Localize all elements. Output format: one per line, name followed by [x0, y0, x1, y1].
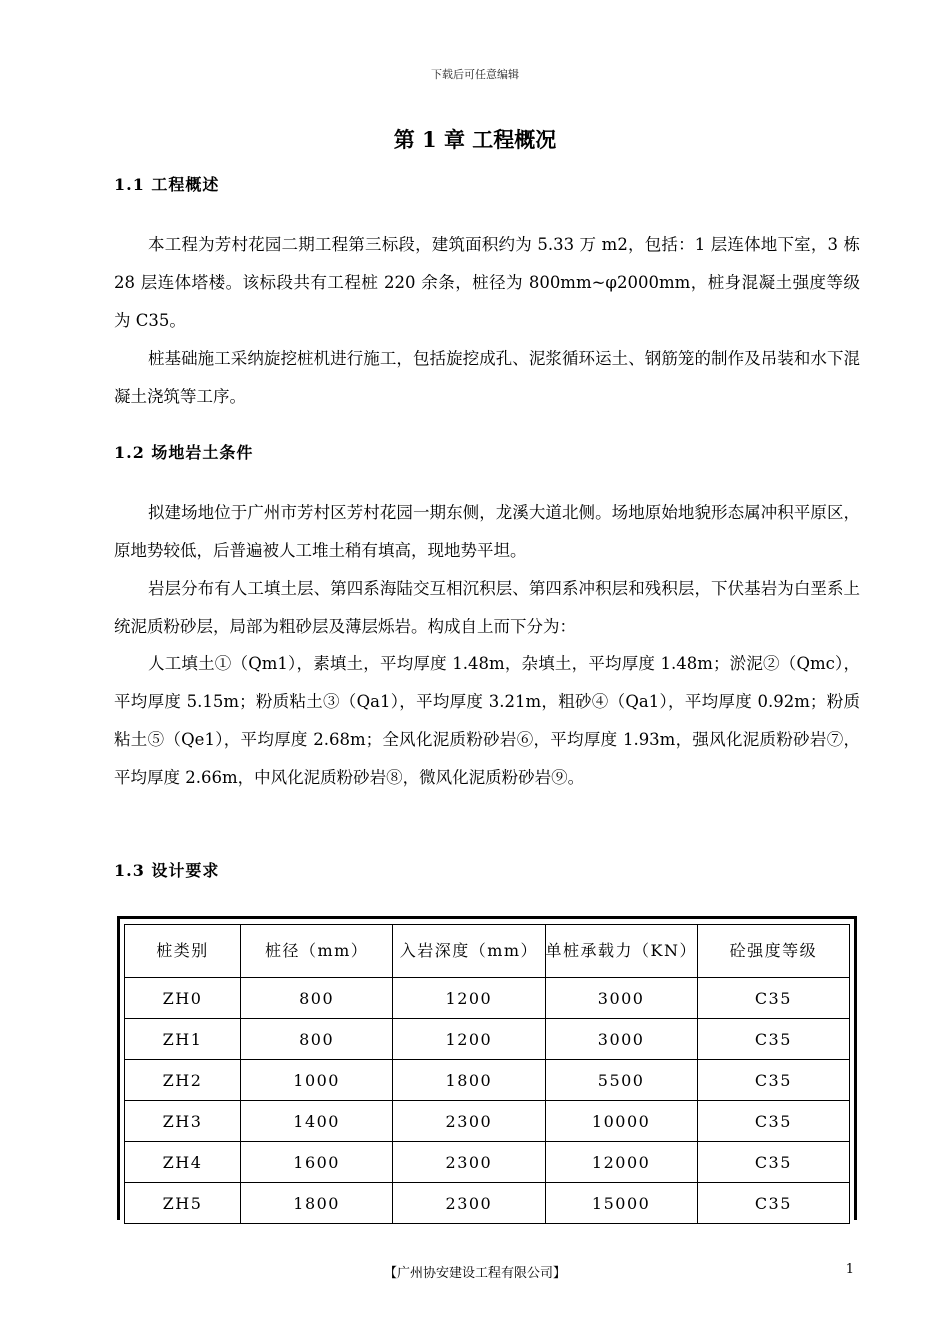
pile-spec-table — [124, 924, 850, 1224]
table-cell: 12000 — [545, 1142, 697, 1183]
table-cell: ZH5 — [125, 1183, 241, 1224]
section-heading-1-3: 1.3 设计要求 — [114, 861, 220, 880]
table-row — [125, 1101, 850, 1142]
table-cell: 2300 — [393, 1183, 545, 1224]
footer-company: 【广州协安建设工程有限公司】 — [383, 1266, 566, 1281]
paragraph-site-location: 拟建场地位于广州市芳村区芳村花园一期东侧，龙溪大道北侧。场地原始地貌形态属冲积平原区，原地势较低，后普遍被人工堆土稍有填高，现地势平坦。 — [114, 503, 860, 560]
table-row — [125, 1060, 850, 1101]
paragraph-strata: 岩层分布有人工填土层、第四系海陆交互相沉积层、第四系冲积层和残积层，下伏基岩为白垩系上统泥质粉砂层，局部为粗砂层及薄层烁岩。构成自上而下分为： — [114, 579, 860, 636]
table-cell: 1200 — [393, 1019, 545, 1060]
paragraph-overview: 本工程为芳村花园二期工程第三标段，建筑面积约为 5.33 万 m2，包括：1 层连体地下室，3 栋 28 层连体塔楼。该标段共有工程桩 220 余条，桩径为 800mm~φ2000mm，桩身混凝土强度等级为 C35。 — [114, 235, 860, 330]
paragraph-layer-thickness: 人工填土①（Qm1），素填土，平均厚度 1.48m，杂填土，平均厚度 1.48m；淤泥②（Qmc），平均厚度 5.15m；粉质粘土③（Qa1），平均厚度 3.21m，粗砂④（Qa1），平均厚度 0.92m；粉质粘土⑤（Qe1），平均厚度 2.68m；全风化泥质粉砂岩⑥，平均厚度 1.93m，强风化泥质粉砂岩⑦，平均厚度 2.66m，中风化泥质粉砂岩⑧，微风化泥质粉砂岩⑨。 — [114, 654, 860, 787]
table-cell: C35 — [697, 1101, 849, 1142]
paragraph-construction-method: 桩基础施工采纳旋挖桩机进行施工，包括旋挖成孔、泥浆循环运土、钢筋笼的制作及吊装和水下混凝土浇筑等工序。 — [114, 349, 860, 406]
header-cell: 桩类别 — [125, 925, 241, 978]
section-heading-1-2: 1.2 场地岩土条件 — [114, 443, 254, 462]
table-cell: ZH1 — [125, 1019, 241, 1060]
table-row — [125, 1019, 850, 1060]
table-cell: ZH0 — [125, 978, 241, 1019]
header-cell: 砼强度等级 — [697, 925, 849, 978]
section-heading-1-1: 1.1 工程概述 — [114, 175, 220, 194]
table-cell: C35 — [697, 1060, 849, 1101]
header-cell: 入岩深度（mm） — [393, 925, 545, 978]
header-cell: 桩径（mm） — [241, 925, 393, 978]
table-cell: 1800 — [393, 1060, 545, 1101]
table-cell: C35 — [697, 1142, 849, 1183]
table-cell: 1800 — [241, 1183, 393, 1224]
table-cell: C35 — [697, 1019, 849, 1060]
table-cell: ZH3 — [125, 1101, 241, 1142]
table-cell: ZH2 — [125, 1060, 241, 1101]
table-cell: 800 — [241, 978, 393, 1019]
table-header-row — [125, 925, 850, 978]
chapter-title: 第 1 章 工程概况 — [393, 127, 557, 152]
table-row — [125, 1183, 850, 1224]
table-cell: 1400 — [241, 1101, 393, 1142]
header-note: 下载后可任意编辑 — [431, 68, 519, 81]
pile-spec-table-frame — [117, 916, 857, 1220]
table-cell: 1600 — [241, 1142, 393, 1183]
table-cell: 800 — [241, 1019, 393, 1060]
table-cell: ZH4 — [125, 1142, 241, 1183]
table-row — [125, 1142, 850, 1183]
table-cell: 1200 — [393, 978, 545, 1019]
header-cell: 单桩承载力（KN） — [545, 925, 697, 978]
table-cell: 15000 — [545, 1183, 697, 1224]
table-cell: 5500 — [545, 1060, 697, 1101]
table-cell: C35 — [697, 978, 849, 1019]
table-cell: 3000 — [545, 978, 697, 1019]
table-cell: 10000 — [545, 1101, 697, 1142]
table-cell: 3000 — [545, 1019, 697, 1060]
table-cell: C35 — [697, 1183, 849, 1224]
table-cell: 2300 — [393, 1142, 545, 1183]
table-row — [125, 978, 850, 1019]
table-cell: 2300 — [393, 1101, 545, 1142]
table-cell: 1000 — [241, 1060, 393, 1101]
page-number: 1 — [845, 1262, 854, 1277]
